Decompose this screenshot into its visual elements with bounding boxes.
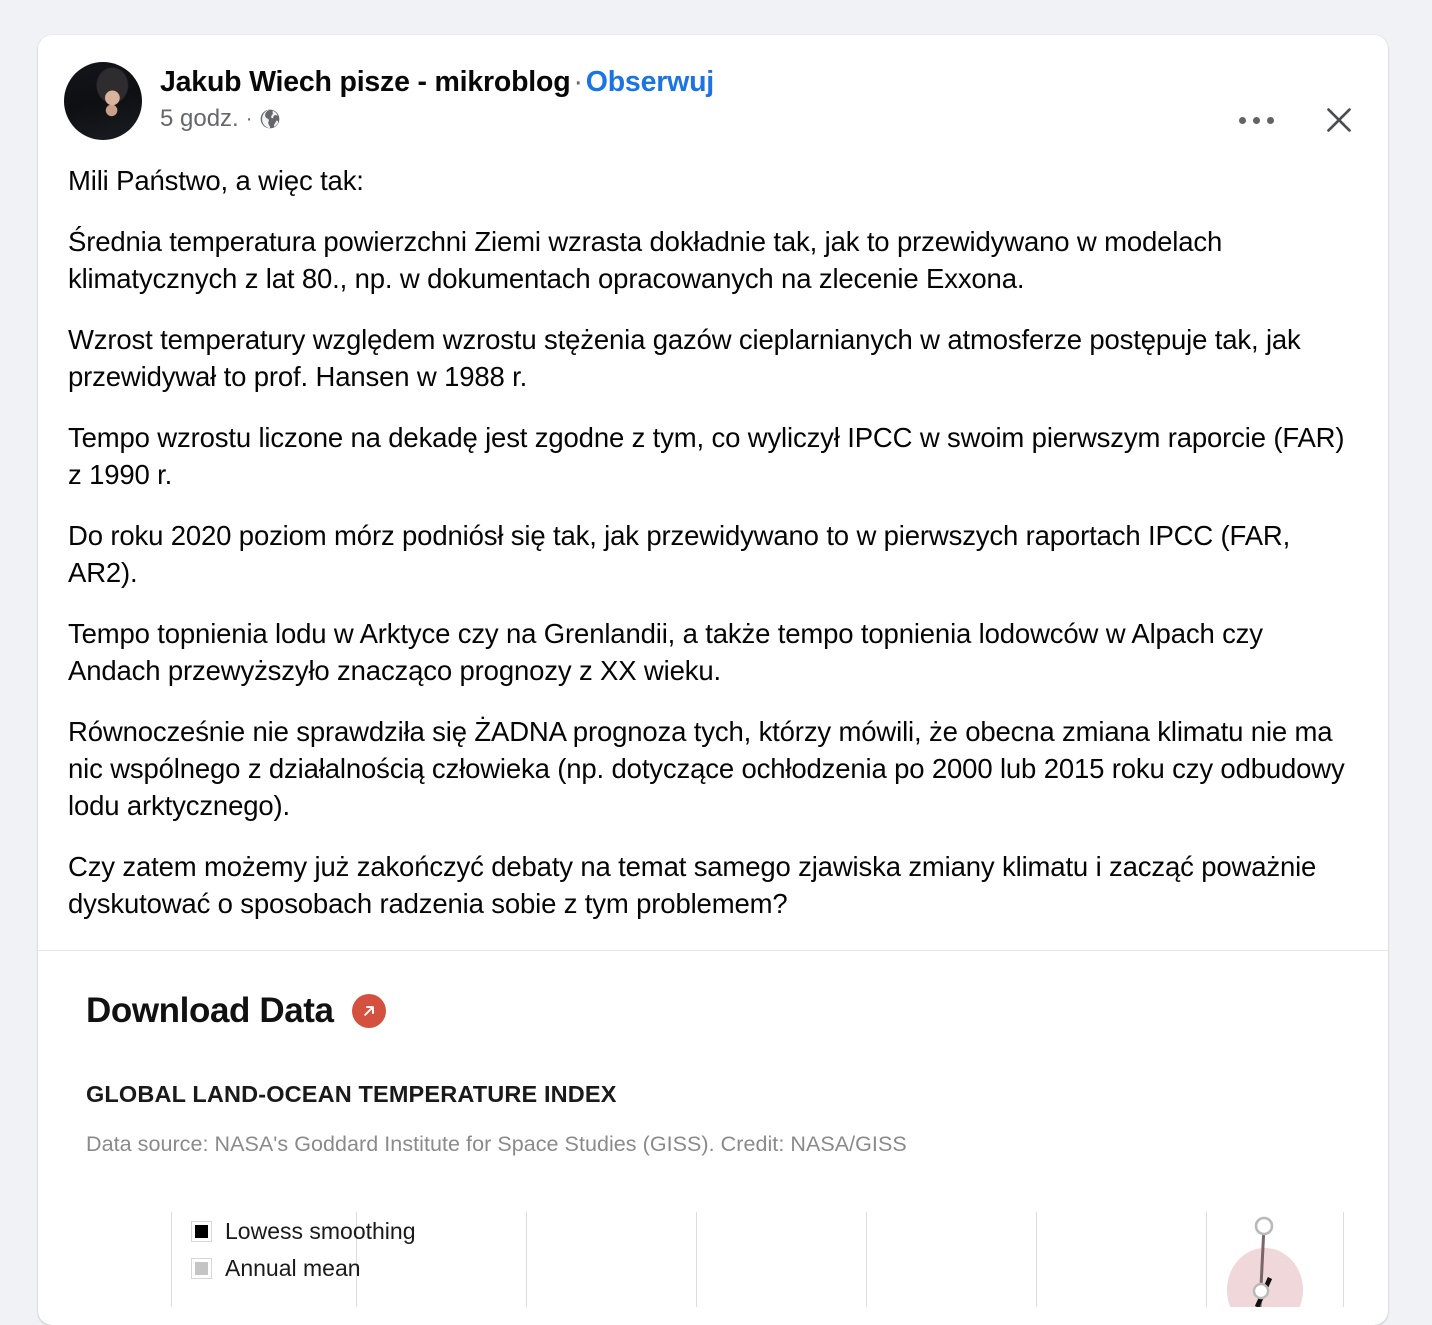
post-card [38, 35, 1388, 1325]
follow-link[interactable]: Obserwuj [585, 66, 715, 98]
post-paragraph: Mili Państwo, a więc tak: [68, 165, 364, 196]
chart-title: GLOBAL LAND-OCEAN TEMPERATURE INDEX [86, 1081, 617, 1107]
legend-label: Annual mean [225, 1255, 361, 1281]
chart-attachment [38, 951, 1388, 1307]
post-author-line [160, 65, 714, 99]
download-data-row[interactable] [86, 991, 1340, 1031]
post-paragraph: Tempo topnienia lodu w Arktyce czy na Grenlandii, a także tempo topnienia lodowców w Alpach czy Andach przewyższyło znacząco prognozy z XX wieku. [68, 618, 1263, 686]
download-data-label: Download Data [86, 991, 334, 1030]
author-separator: · [573, 66, 583, 98]
chart-lowess-marker [1254, 1284, 1268, 1298]
chart-source: Data source: NASA's Goddard Institute for Space Studies (GISS). Credit: NASA/GISS [86, 1132, 907, 1156]
post-paragraph: Równocześnie nie sprawdziła się ŻADNA prognoza tych, którzy mówili, że obecna zmiana klimatu nie ma nic wspólnego z działalnością człowieka (np. dotyczące ochłodzenia po 2000 lub 2015 roku czy odbudowy lodu arktycznego). [68, 716, 1345, 821]
meta-separator: · [245, 108, 253, 130]
legend-label: Lowess smoothing [225, 1218, 416, 1244]
chart-legend [191, 1218, 416, 1292]
post-paragraph: Do roku 2020 poziom mórz podniósł się tak, jak przewidywano to w pierwszych raportach IPCC (FAR, AR2). [68, 520, 1291, 588]
globe-icon [259, 108, 281, 130]
legend-item-annual-mean [191, 1255, 416, 1282]
chart-plot-area [171, 1212, 1346, 1307]
post-paragraph: Tempo wzrostu liczone na dekadę jest zgodne z tym, co wyliczył IPCC w swoim pierwszym raporcie (FAR) z 1990 r. [68, 422, 1345, 490]
post-paragraph: Średnia temperatura powierzchni Ziemi wzrasta dokładnie tak, jak to przewidywano w modelach klimatycznych z lat 80., np. w dokumentach opracowanych na zlecenie Exxona. [68, 226, 1223, 294]
avatar[interactable] [64, 62, 142, 140]
legend-swatch-icon [191, 1221, 212, 1242]
chart-annual-mean-marker [1256, 1218, 1272, 1234]
external-link-icon[interactable] [352, 994, 386, 1028]
post-timestamp[interactable]: 5 godz. [160, 105, 239, 132]
legend-item-lowess [191, 1218, 416, 1245]
post-header [38, 35, 1388, 140]
post-header-actions [1233, 103, 1356, 137]
post-author-block [160, 62, 714, 134]
post-author-name[interactable]: Jakub Wiech pisze - mikroblog [160, 66, 571, 98]
post-paragraph: Czy zatem możemy już zakończyć debaty na temat samego zjawiska zmiany klimatu i zacząć poważnie dyskutować o sposobach radzenia sobie z tym problemem? [68, 851, 1317, 919]
post-paragraph: Wzrost temperatury względem wzrostu stężenia gazów cieplarnianych w atmosferze postępuje tak, jak przewidywał to prof. Hansen w 1988 r. [68, 324, 1301, 392]
more-options-icon[interactable] [1233, 111, 1280, 130]
close-icon[interactable] [1322, 103, 1356, 137]
post-meta-line [160, 104, 714, 134]
post-body [38, 140, 1388, 942]
legend-swatch-icon [191, 1258, 212, 1279]
